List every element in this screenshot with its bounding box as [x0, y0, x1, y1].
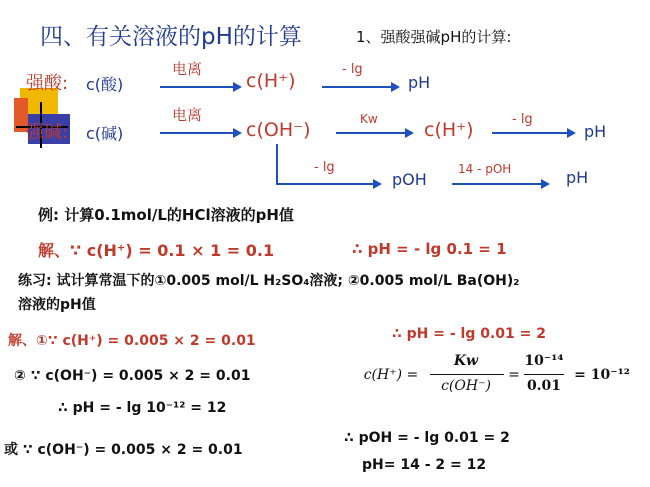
formula-bar2	[524, 374, 564, 375]
page-title: 四、有关溶液的pH的计算	[40, 24, 302, 50]
formula-result: = 10⁻¹²	[574, 367, 630, 383]
base-arrow1	[160, 132, 240, 134]
solution2-line1: ② ∵ c(OH⁻) = 0.005 × 2 = 0.01	[14, 368, 251, 384]
alt-right1: ∴ pOH = - lg 0.01 = 2	[344, 430, 510, 446]
poh-arrow1	[276, 183, 380, 185]
page-subtitle: 1、强酸强碱pH的计算:	[356, 28, 512, 46]
base-arrow2-label: Kw	[360, 112, 378, 126]
poh-arrow1-label: - lg	[314, 160, 335, 175]
example-result: ∴ pH = - lg 0.1 = 1	[352, 240, 507, 258]
solution1-right: ∴ pH = - lg 0.01 = 2	[392, 326, 546, 342]
acid-arrow2	[322, 86, 398, 88]
solution1-left: 解、①∵ c(H⁺) = 0.005 × 2 = 0.01	[8, 333, 256, 349]
acid-end: pH	[408, 73, 431, 92]
poh-end: pH	[566, 168, 589, 187]
acid-mid: c(H⁺)	[246, 70, 296, 92]
base-arrow3	[492, 132, 574, 134]
acid-row-label: 强酸:	[26, 73, 69, 94]
base-arrow1-label: 电离	[172, 106, 203, 124]
example-solution: 解、∵ c(H⁺) = 0.1 × 1 = 0.1	[38, 241, 275, 260]
base-mid2: c(H⁺)	[424, 119, 474, 141]
base-start: c(碱)	[86, 124, 124, 143]
formula-den1: c(OH⁻)	[441, 378, 491, 394]
base-end: pH	[584, 122, 607, 141]
solution2-line2: ∴ pH = - lg 10⁻¹² = 12	[58, 400, 227, 416]
formula-lhs: c(H⁺) =	[363, 367, 419, 383]
base-row-label: 强碱:	[26, 122, 69, 143]
base-arrow3-label: - lg	[512, 112, 533, 127]
poh-mid: pOH	[392, 170, 427, 189]
alt-line1: 或 ∵ c(OH⁻) = 0.005 × 2 = 0.01	[4, 442, 243, 458]
acid-arrow2-label: - lg	[342, 62, 363, 77]
acid-start: c(酸)	[86, 75, 124, 94]
example-prompt: 例: 计算0.1mol/L的HCl溶液的pH值	[38, 206, 294, 224]
acid-arrow1-label: 电离	[172, 60, 203, 78]
base-mid: c(OH⁻)	[246, 119, 311, 141]
exercise-line2: 溶液的pH值	[18, 297, 96, 313]
poh-branch-line	[276, 144, 278, 184]
formula-num2: 10⁻¹⁴	[524, 353, 564, 369]
poh-arrow2	[452, 183, 548, 185]
acid-arrow1	[160, 86, 240, 88]
formula-num1: Kw	[453, 353, 479, 369]
poh-arrow2-label: 14 - pOH	[458, 162, 512, 176]
formula-eq: =	[508, 367, 520, 383]
alt-right2: pH= 14 - 2 = 12	[362, 457, 487, 473]
formula-bar1	[430, 374, 504, 375]
base-arrow2	[336, 132, 412, 134]
formula-den2: 0.01	[526, 378, 562, 394]
exercise-line1: 练习: 试计算常温下的①0.005 mol/L H₂SO₄溶液; ②0.005 mol/L Ba(OH)₂	[18, 273, 520, 289]
